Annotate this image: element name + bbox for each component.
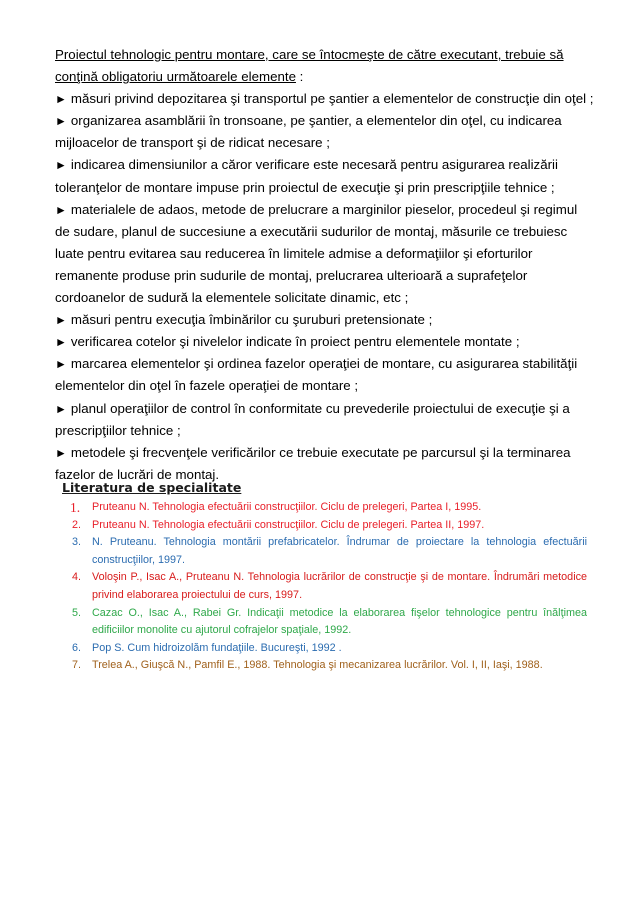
bullet-triangle-icon: ►: [55, 357, 67, 372]
bullet-triangle-icon: ►: [55, 445, 67, 460]
reference-text: Voloşin P., Isac A., Pruteanu N. Tehnologia lucrărilor de construcţie şi de montare. Îndrumări metodice privind elaborarea proiectului de curs, 1997.: [92, 571, 587, 601]
literature-title: Literatura de specialitate: [62, 480, 242, 495]
bullet-triangle-icon: ►: [55, 92, 67, 107]
bullet-triangle-icon: ►: [55, 158, 67, 173]
reference-number: 6.: [72, 641, 82, 654]
bullet-text: măsuri pentru execuţia îmbinărilor cu şuruburi pretensionate ;: [70, 312, 433, 328]
reference-text: Pruteanu N. Tehnologia efectuării construcţiilor. Ciclu de prelegeri. Partea II, 1997.: [92, 518, 485, 531]
reference-item: [70, 569, 587, 604]
reference-item: [70, 640, 587, 658]
reference-number: 7.: [72, 659, 82, 672]
bullet-text: organizarea asamblării în tronsoane, pe şantier, a elementelor din oţel, cu indicarea mijloacelor de transport şi de ridicat necesare ;: [55, 113, 562, 151]
bullet-text: materialele de adaos, metode de prelucrare a marginilor pieselor, procedeul şi regimul de sudare, planul de succesiune a executării sudurilor de montaj, măsurile ce trebuiesc luate pentru evitarea sau reducerea în limitele admise a deformaţiilor şi eforturilor remanente produse prin sudurile de montaj, prelucrarea ulterioară a suprafeţelor cordoanelor de sudură la elementele solicitate dinamic, etc ;: [55, 201, 578, 306]
bullet-triangle-icon: ►: [55, 313, 67, 328]
reference-text: Pruteanu N. Tehnologia efectuării construcţiilor. Ciclu de prelegeri, Partea I, 1995.: [92, 501, 482, 513]
bullet-triangle-icon: ►: [55, 401, 67, 416]
reference-number: 2.: [72, 518, 82, 531]
reference-item: [70, 517, 587, 535]
reference-item: [70, 605, 587, 640]
reference-item: [70, 657, 587, 675]
bullet-text: marcarea elementelor şi ordinea fazelor operaţiei de montare, cu asigurarea stabilităţii elementelor din oţel în fazele operaţiei de montare ;: [55, 356, 578, 394]
bullet-triangle-icon: ►: [55, 114, 67, 129]
reference-list: [70, 499, 587, 675]
bullet-item: [55, 353, 595, 397]
bullet-text: verificarea cotelor şi nivelelor indicate în proiect pentru elementele montate ;: [70, 334, 520, 350]
reference-text: N. Pruteanu. Tehnologia montării prefabricatelor. Îndrumar de proiectare la tehnologia efectuării construcţiilor, 1997.: [92, 536, 587, 566]
reference-item: [70, 499, 587, 517]
reference-text: Pop S. Cum hidroizolăm fundaţiile. Bucureşti, 1992 .: [92, 641, 342, 654]
bullet-item: [55, 309, 595, 331]
reference-number: 1.: [70, 500, 81, 515]
bullet-item: [55, 398, 595, 442]
bullet-item: [55, 199, 595, 309]
reference-text: Cazac O., Isac A., Rabei Gr. Indicaţii metodice la elaborarea fişelor tehnologice pentru înălţimea edificiilor monolite cu ajutorul cofrajelor spaţiale, 1992.: [92, 606, 587, 637]
bullet-triangle-icon: ►: [55, 202, 67, 217]
bullet-text: planul operaţiilor de control în conformitate cu prevederile proiectului de execuţie şi a prescripţiilor tehnice ;: [55, 400, 570, 438]
bullet-text: măsuri privind depozitarea şi transportul pe şantier a elementelor de construcţie din oţel ;: [70, 91, 594, 107]
reference-item: [70, 534, 587, 569]
reference-number: 3.: [72, 536, 82, 549]
bullet-list: [55, 88, 595, 486]
reference-text: Trelea A., Giuşcă N., Pamfil E., 1988. Tehnologia şi mecanizarea lucrărilor. Vol. I, II, Iaşi, 1988.: [92, 659, 543, 672]
intro-paragraph: [55, 44, 595, 88]
body-text: [55, 44, 595, 486]
intro-underlined: Proiectul tehnologic pentru montare, care se întocmeşte de către executant, trebuie să conţină obligatoriu următoarele elemente: [55, 47, 564, 85]
reference-number: 4.: [72, 571, 82, 584]
bullet-item: [55, 110, 595, 154]
bullet-triangle-icon: ►: [55, 335, 67, 350]
intro-tail: :: [295, 69, 304, 85]
bullet-item: [55, 88, 595, 110]
bullet-text: metodele şi frecvenţele verificărilor ce trebuie executate pe parcursul şi la terminarea fazelor de lucrări de montaj.: [55, 444, 571, 482]
reference-number: 5.: [72, 606, 82, 619]
bullet-item: [55, 154, 595, 198]
bullet-item: [55, 331, 595, 353]
bullet-text: indicarea dimensiunilor a căror verificare este necesară pentru asigurarea realizării toleranţelor de montare impuse prin proiectul de execuţie şi prin prescripţiile tehnice ;: [55, 157, 558, 195]
